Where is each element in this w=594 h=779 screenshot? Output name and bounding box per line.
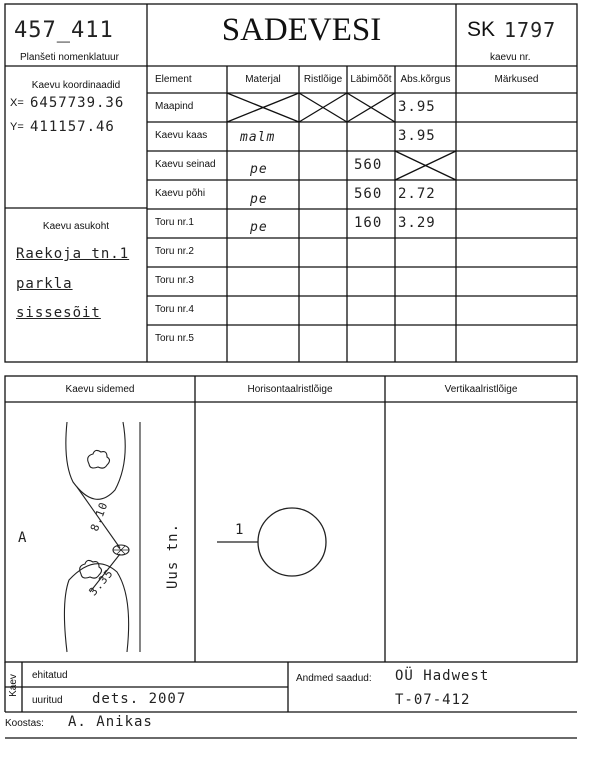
row-labimoot: 160 xyxy=(354,215,383,231)
location-line-1: Raekoja tn.1 xyxy=(16,246,130,262)
andmed-line-1: OÜ Hadwest xyxy=(395,668,490,684)
row-element: Maapind xyxy=(155,101,194,112)
row-materjal: pe xyxy=(250,192,268,207)
section-sidemed: Kaevu sidemed xyxy=(65,384,135,395)
pipe-label: 1 xyxy=(235,522,245,538)
row-element: Kaevu põhi xyxy=(155,188,206,199)
koostas-label: Koostas: xyxy=(5,718,44,729)
location-line-3: sissesõit xyxy=(16,305,101,321)
sk-number: 1797 xyxy=(504,18,557,42)
row-element: Toru nr.5 xyxy=(155,333,194,344)
row-abs: 2.72 xyxy=(398,186,436,202)
sketch-dist-2: 3.35 xyxy=(86,566,117,599)
sketch-label-a: A xyxy=(18,530,28,546)
col-header-ristloige: Ristlõige xyxy=(303,74,343,85)
col-header-element: Element xyxy=(155,74,192,85)
sketch-street: Uus tn. xyxy=(165,522,182,590)
row-labimoot: 560 xyxy=(354,157,383,173)
uuritud-label: uuritud xyxy=(32,695,63,706)
row-materjal: pe xyxy=(250,162,268,177)
location-line-2: parkla xyxy=(16,276,73,292)
col-header-abs: Abs.kõrgus xyxy=(400,74,451,85)
koostas-value: A. Anikas xyxy=(68,714,153,730)
uuritud-value: dets. 2007 xyxy=(92,691,187,707)
row-element: Kaevu seinad xyxy=(155,159,216,170)
col-header-materjal: Materjal xyxy=(245,74,281,85)
col-header-labimoot: Läbimõõt xyxy=(350,74,392,85)
ehitatud-label: ehitatud xyxy=(32,670,68,681)
andmed-line-2: T-07-412 xyxy=(395,692,471,708)
kaev-label: Kaev xyxy=(7,674,19,697)
row-materjal: malm xyxy=(240,130,276,145)
section-vertikaal: Vertikaalristlõige xyxy=(444,384,518,395)
y-value: 411157.46 xyxy=(30,119,115,135)
row-element: Toru nr.3 xyxy=(155,275,194,286)
andmed-label: Andmed saadud: xyxy=(296,673,372,684)
row-abs: 3.95 xyxy=(398,99,436,115)
row-element: Toru nr.1 xyxy=(155,217,194,228)
row-materjal: pe xyxy=(250,220,268,235)
row-abs: 3.95 xyxy=(398,128,436,144)
nomenclature-label: Planšeti nomenklatuur xyxy=(20,52,119,63)
horizontal-section-drawing xyxy=(195,402,385,662)
section-horisontaal: Horisontaalristlõige xyxy=(247,384,333,395)
y-prefix: Y= xyxy=(10,121,24,133)
nomenclature-value: 457_411 xyxy=(14,18,114,43)
page-title: SADEVESI xyxy=(221,12,382,48)
row-element: Toru nr.2 xyxy=(155,246,194,257)
row-element: Toru nr.4 xyxy=(155,304,194,315)
kaevu-nr-label: kaevu nr. xyxy=(490,52,531,63)
row-labimoot: 560 xyxy=(354,186,383,202)
coords-label: Kaevu koordinaadid xyxy=(31,80,121,91)
sketch-dist-1: 8.10 xyxy=(87,499,111,534)
x-value: 6457739.36 xyxy=(30,95,125,111)
location-label: Kaevu asukoht xyxy=(42,221,110,232)
col-header-markused: Märkused xyxy=(494,74,539,85)
row-abs: 3.29 xyxy=(398,215,436,231)
sk-prefix: SK xyxy=(467,18,496,41)
x-prefix: X= xyxy=(10,97,24,109)
row-element: Kaevu kaas xyxy=(155,130,208,141)
